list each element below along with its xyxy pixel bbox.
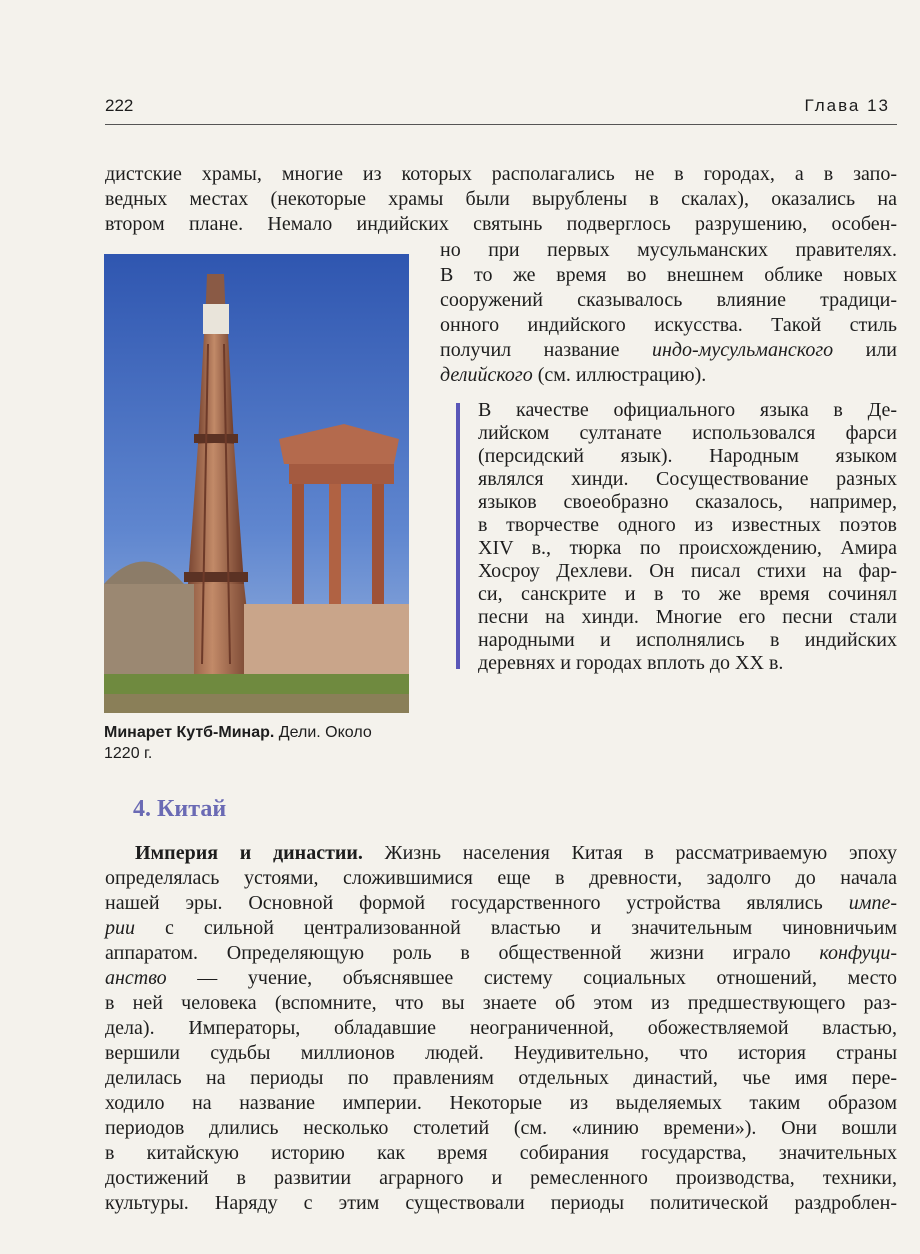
text-line: делилась на периоды по правлениям отдельных династий, чье имя пере-	[105, 1067, 897, 1089]
text-line: делийского (см. иллюстрацию).	[440, 364, 707, 386]
text-line: получил название индо-мусульманского или	[440, 339, 898, 361]
sidebar-line: являлся хинди. Сосуществование разных	[478, 468, 897, 490]
text-line: Империя и династии. Жизнь населения Китая в рассматриваемую эпоху	[135, 842, 897, 864]
sidebar-line: В качестве официального языка в Де-	[478, 399, 897, 421]
sidebar-accent-bar	[456, 403, 460, 669]
text-line: рии с сильной централизованной властью и значительным чиновничьим	[105, 917, 897, 939]
text-line: вершили судьбы миллионов людей. Неудивительно, что история страны	[105, 1042, 897, 1064]
text-line: дистские храмы, многие из которых располагались не в городах, а в запо-	[105, 163, 897, 185]
sidebar-line: песни на хинди. Многие его песни стали	[478, 606, 897, 628]
page-number: 222	[105, 96, 134, 115]
sidebar-line: лийском султанате использовался фарси	[478, 422, 897, 444]
text-line: анство — учение, объяснявшее систему социальных отношений, место	[105, 967, 897, 989]
term-delhi: делийского	[440, 364, 533, 386]
section-title: 4. Китай	[133, 796, 227, 822]
paragraph-heading: Империя и династии.	[135, 842, 363, 864]
text-line: культуры. Наряду с этим существовали периоды политической раздроблен-	[105, 1192, 897, 1214]
text-line: В то же время во внешнем облике новых	[440, 264, 897, 286]
photo-caption: Минарет Кутб-Минар. Дели. Около 1220 г.	[104, 724, 372, 762]
sidebar-line: Хосроу Дехлеви. Он писал стихи на фар-	[478, 560, 897, 582]
text-line: но при первых мусульманских правителях.	[440, 239, 897, 261]
sidebar-line: народными и исполнялись в индийских	[478, 629, 897, 651]
sidebar-line: деревнях и городах вплоть до XX в.	[478, 652, 784, 674]
text-line: втором плане. Немало индийских святынь подверглось разрушению, особен-	[105, 213, 897, 235]
text-line: дела). Императоры, обладавшие неограниченной, обожествляемой властью,	[105, 1017, 897, 1039]
text-line: ходило на название империи. Некоторые из выделяемых таким образом	[105, 1092, 897, 1114]
header-rule	[105, 124, 897, 125]
text-line: в ней человека (вспомните, что вы знаете об этом из предшествующего раз-	[105, 992, 897, 1014]
text-line: в китайскую историю как время собирания государства, значительных	[105, 1142, 897, 1164]
sidebar-line: языков своеобразно сказалось, например,	[478, 491, 897, 513]
sidebar-line: (персидский язык). Народным языком	[478, 445, 897, 467]
text-line: достижений в развитии аграрного и ремесленного производства, техники,	[105, 1167, 897, 1189]
term-indo-muslim: индо-мусульманского	[651, 339, 834, 361]
text-line: ведных местах (некоторые храмы были вырублены в скалах), оказались на	[105, 188, 897, 210]
text-line: нашей эры. Основной формой государственного устройства являлись импе-	[105, 892, 897, 914]
text-line: аппаратом. Определяющую роль в общественной жизни играло конфуци-	[105, 942, 897, 964]
qutb-minar-photo	[104, 254, 409, 713]
chapter-title: Глава 13	[804, 96, 890, 115]
text-line: определялась устоями, сложившимися еще в древности, задолго до начала	[105, 867, 897, 889]
sidebar-line: XIV в., тюрка по происхождению, Амира	[478, 537, 897, 559]
text-line: периодов длились несколько столетий (см. «линию времени»). Они вошли	[105, 1117, 897, 1139]
sidebar-line: си, санскрите и в то же время сочинял	[478, 583, 897, 605]
text-line: онного индийского искусства. Такой стиль	[440, 314, 897, 336]
sidebar-line: в творчестве одного из известных поэтов	[478, 514, 897, 536]
text-line: сооружений сказывалось влияние традици-	[440, 289, 897, 311]
